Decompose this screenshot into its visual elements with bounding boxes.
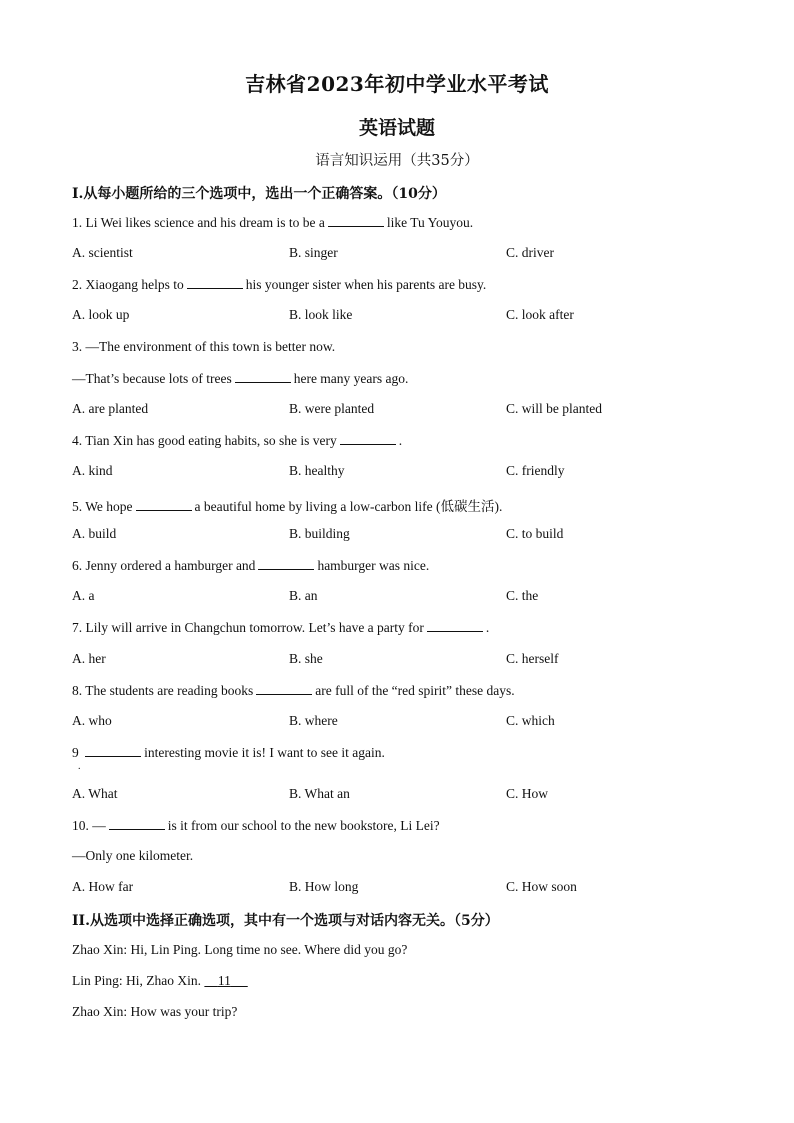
section-1-heading: I.从每小题所给的三个选项中，选出一个正确答案。（10分） — [72, 186, 446, 202]
number-dot: . — [78, 761, 81, 772]
exam-title: 吉林省2023年初中学业水平考试 — [245, 72, 549, 96]
question-9-option-c: C. How — [506, 786, 549, 801]
exam-subtitle: 英语试题 — [358, 117, 435, 139]
question-3: —That’s because lots of trees here many years ago. — [72, 371, 409, 386]
answer-blank — [256, 682, 312, 695]
answer-blank — [85, 744, 141, 757]
question-5-option-c: C. to build — [506, 526, 564, 541]
answer-blank — [258, 557, 314, 570]
question-5-option-b: B. building — [289, 526, 350, 541]
question-1-option-c: C. driver — [506, 245, 554, 260]
answer-blank — [187, 276, 243, 289]
section-2-heading: II.从选项中选择正确选项，其中有一个选项与对话内容无关。（5分） — [72, 913, 499, 929]
question-3-option-b: B. were planted — [289, 401, 375, 416]
dialogue-line-1: Zhao Xin: Hi, Lin Ping. Long time no see. Where did you go? — [72, 942, 408, 957]
question-4-option-c: C. friendly — [506, 463, 565, 478]
question-8: 8. The students are reading books are full of the “red spirit” these days. — [72, 683, 515, 698]
question-7-option-a: A. her — [72, 651, 106, 666]
answer-blank — [328, 214, 384, 227]
answer-blank — [340, 432, 396, 445]
question-5: 5. We hope a beautiful home by living a low-carbon life (低碳生活). — [72, 499, 503, 514]
question-3-option-c: C. will be planted — [506, 401, 602, 416]
question-10: 10. — is it from our school to the new bookstore, Li Lei? — [72, 818, 440, 833]
question-2-option-c: C. look after — [506, 307, 574, 322]
dialogue-line-3: Zhao Xin: How was your trip? — [72, 1004, 238, 1019]
question-8-option-c: C. which — [506, 713, 555, 728]
question-4-option-b: B. healthy — [289, 463, 345, 478]
question-1-option-b: B. singer — [289, 245, 338, 260]
answer-blank — [427, 619, 483, 632]
answer-blank — [136, 498, 192, 511]
question-4: 4. Tian Xin has good eating habits, so she is very . — [72, 433, 403, 448]
question-2-option-a: A. look up — [72, 307, 130, 322]
question-1-option-a: A. scientist — [72, 245, 133, 260]
question-4-option-a: A. kind — [72, 463, 113, 478]
question-8-option-a: A. who — [72, 713, 112, 728]
question-3-line-1: 3. —The environment of this town is better now. — [72, 339, 336, 354]
question-6: 6. Jenny ordered a hamburger and hamburger was nice. — [72, 558, 430, 573]
question-7-option-b: B. she — [289, 651, 323, 666]
question-7: 7. Lily will arrive in Changchun tomorrow. Let’s have a party for . — [72, 620, 490, 635]
dialogue-line-2: Lin Ping: Hi, Zhao Xin. 11 — [72, 973, 248, 989]
question-2-option-b: B. look like — [289, 307, 353, 322]
question-10-option-b: B. How long — [289, 879, 359, 894]
answer-blank-11: 11 — [217, 973, 231, 988]
question-5-option-a: A. build — [72, 526, 117, 541]
question-7-option-c: C. herself — [506, 651, 559, 666]
question-10-option-c: C. How soon — [506, 879, 577, 894]
question-9: 9 interesting movie it is! I want to see it again. — [72, 745, 385, 760]
question-3-option-a: A. are planted — [72, 401, 149, 416]
answer-blank — [235, 370, 291, 383]
question-6-option-b: B. an — [289, 588, 318, 603]
part-heading: 语言知识运用（共35分） — [315, 153, 479, 169]
question-9-option-a: A. What — [72, 786, 118, 801]
question-6-option-c: C. the — [506, 588, 539, 603]
answer-blank — [109, 817, 165, 830]
question-9-option-b: B. What an — [289, 786, 350, 801]
question-10-line-2: —Only one kilometer. — [72, 848, 194, 863]
question-1: 1. Li Wei likes science and his dream is to be a like Tu Youyou. — [72, 215, 474, 230]
question-10-option-a: A. How far — [72, 879, 134, 894]
question-2: 2. Xiaogang helps to his younger sister when his parents are busy. — [72, 277, 487, 292]
question-6-option-a: A. a — [72, 588, 95, 603]
question-8-option-b: B. where — [289, 713, 338, 728]
